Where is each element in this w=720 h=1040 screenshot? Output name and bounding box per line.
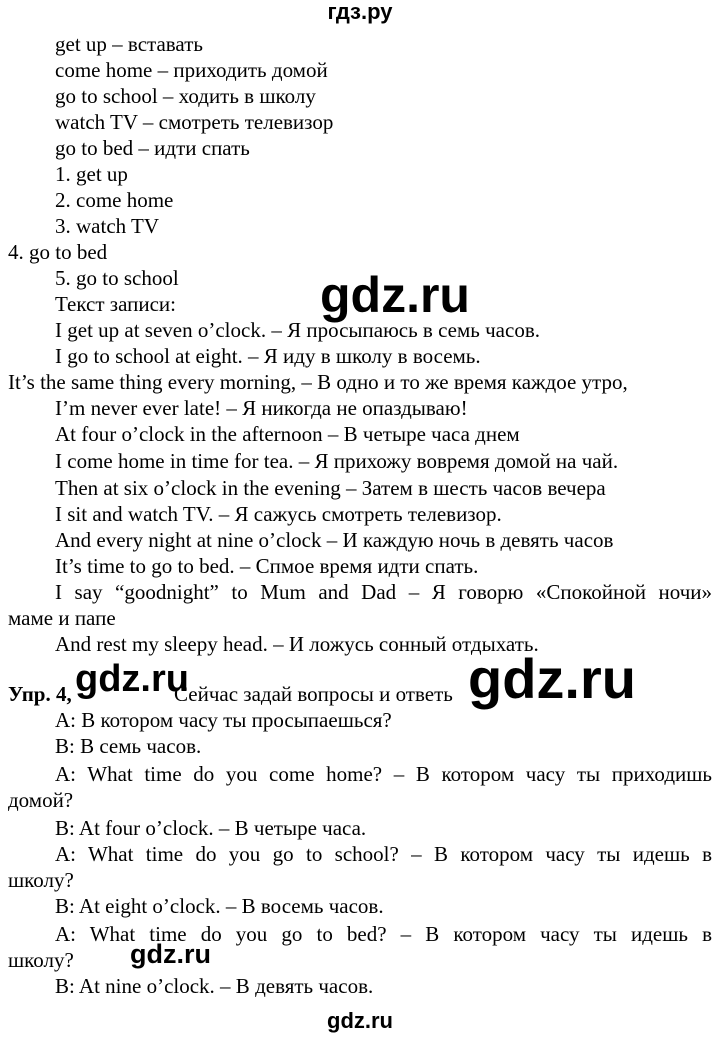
text-line: I’m never ever late! – Я никогда не опаздываю! <box>55 396 468 420</box>
header-watermark: гдз.ру <box>327 0 393 24</box>
text-line: I say “goodnight” to Mum and Dad – Я говорю «Спокойной ночи» <box>55 580 712 604</box>
text-line: I get up at seven o’clock. – Я просыпаюсь в семь часов. <box>55 318 540 342</box>
watermark: gdz.ru <box>327 1008 393 1033</box>
text-line: I sit and watch TV. – Я сажусь смотреть телевизор. <box>55 502 502 526</box>
text-line: At four o’clock in the afternoon – В четыре часа днем <box>55 422 520 446</box>
list-item: 5. go to school <box>55 266 179 290</box>
text-line: watch TV – смотреть телевизор <box>55 110 334 134</box>
text-line: I come home in time for tea. – Я прихожу вовремя домой на чай. <box>55 449 619 473</box>
text-line: It’s the same thing every morning, – В одно и то же время каждое утро, <box>8 370 628 394</box>
exercise-title: Сейчас задай вопросы и ответь <box>174 682 453 706</box>
text-line: And every night at nine o’clock – И каждую ночь в девять часов <box>55 528 614 552</box>
text-line: I go to school at eight. – Я иду в школу в восемь. <box>55 344 481 368</box>
transcript-heading: Текст записи: <box>55 292 176 316</box>
dialogue-line: домой? <box>8 788 74 812</box>
list-item: 3. watch TV <box>55 214 160 238</box>
text-line: come home – приходить домой <box>55 58 328 82</box>
exercise-label: Упр. 4, <box>8 682 72 706</box>
list-item: 4. go to bed <box>8 240 108 264</box>
text-line: go to school – ходить в школу <box>55 84 316 108</box>
dialogue-line: B: At nine o’clock. – В девять часов. <box>55 974 374 998</box>
watermark: gdz.ru <box>75 658 189 700</box>
list-item: 1. get up <box>55 162 128 186</box>
dialogue-line: B: At eight o’clock. – В восемь часов. <box>55 894 384 918</box>
text-line: And rest my sleepy head. – И ложусь сонный отдыхать. <box>55 632 539 656</box>
list-item: 2. come home <box>55 188 174 212</box>
dialogue-line: A: What time do you go to bed? – В котором часу ты идешь в <box>55 922 712 946</box>
dialogue-line: A: What time do you go to school? – В котором часу ты идешь в <box>55 842 712 866</box>
dialogue-line: A: В котором часу ты просыпаешься? <box>55 708 392 732</box>
dialogue-line: B: At four o’clock. – В четыре часа. <box>55 816 367 840</box>
watermark: gdz.ru <box>468 647 636 710</box>
text-line: маме и папе <box>8 606 116 630</box>
text-line: go to bed – идти спать <box>55 136 250 160</box>
watermark: gdz.ru <box>130 939 211 969</box>
dialogue-line: школу? <box>8 948 74 972</box>
text-line: get up – вставать <box>55 32 203 56</box>
dialogue-line: B: В семь часов. <box>55 734 202 758</box>
text-line: It’s time to go to bed. – Спмое время идти спать. <box>55 554 479 578</box>
text-line: Then at six o’clock in the evening – Затем в шесть часов вечера <box>55 476 606 500</box>
dialogue-line: школу? <box>8 868 74 892</box>
watermark: gdz.ru <box>320 267 470 323</box>
dialogue-line: A: What time do you come home? – В котором часу ты приходишь <box>55 762 712 786</box>
